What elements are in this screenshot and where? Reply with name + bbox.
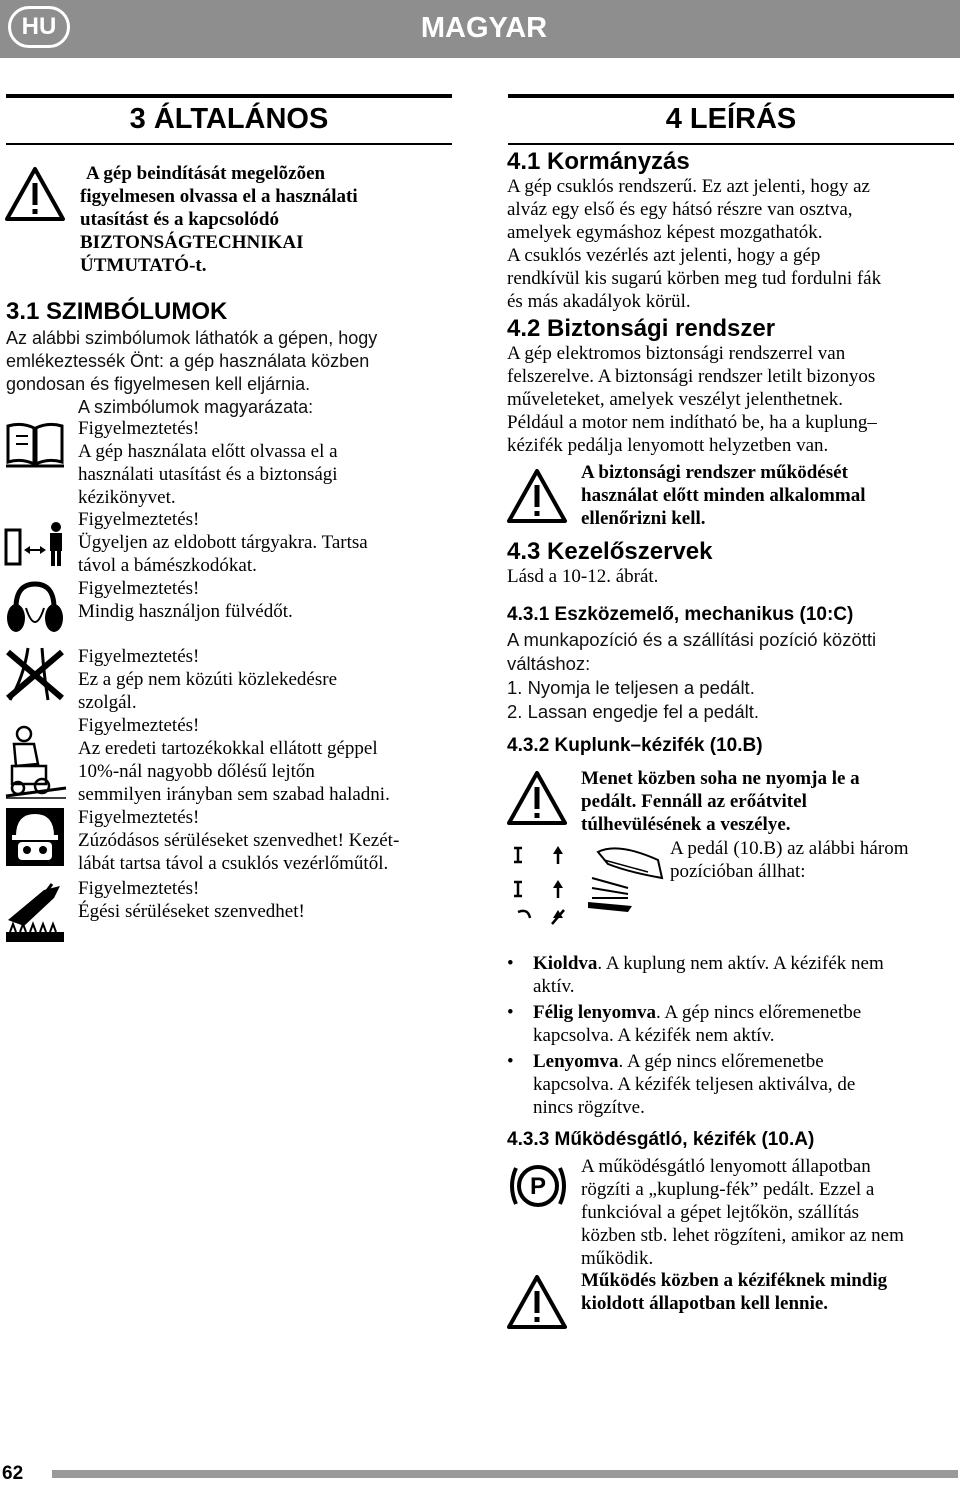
parking-brake-text: A működésgátló lenyomott állapotban rögzíti a „kuplung-fék” pedált. Ezzel a funkcióval a gépet lejtőkön, szállítás közben stb. lehet rögzíteni, amikor az nem működik. [581,1156,904,1269]
steering-text: A gép csuklós rendszerű. Ez azt jelenti, hogy az alváz egy első és egy hátsó részre van osztva, amelyek egymáshoz képest mozgathatók. A csuklós vezérlés azt jelenti, hogy a gép rendkívül kis sugarú körben meg tud fordulni fák és más akadályok körül. [507,176,882,312]
safety-warning-text: A biztonsági rendszer működését használat előtt minden alkalommal ellenőrizni kell. [581,462,866,529]
symbol-text-road: Figyelmeztetés! Ez a gép nem közúti közlekedésre szolgál. [78,646,338,713]
warning-triangle-icon [506,770,568,826]
section-rule-bottom-right [508,143,954,145]
pedal-positions-diagram [508,838,668,935]
list-item: • Félig lenyomva. A gép nincs előremenetbe kapcsolva. A kézifék nem aktív. [507,1001,959,1047]
subsection-title-4-2: 4.2 Biztonsági rendszer [507,315,776,342]
section-rule-bottom [6,143,452,145]
section-title-4: 4 LEÍRÁS [665,103,797,135]
subsection-title-3-1: 3.1 SZIMBÓLUMOK [6,298,228,325]
list-item: • Lenyomva. A gép nincs előremenetbe kapcsolva. A kézifék teljesen aktiválva, de nincs rögzítve. [507,1050,959,1119]
language-badge: HU [8,6,70,48]
book-icon [4,420,66,473]
language-title: MAGYAR [420,12,548,44]
section-title-3: 3 ÁLTALÁNOS [129,103,329,135]
section-rule-top [6,94,452,98]
symbol-text-bystander: Figyelmeztetés! Ügyeljen az eldobott tárgyakra. Tartsa távol a bámészkodókat. [78,509,368,576]
subsection-title-4-3-3: 4.3.3 Működésgátló, kézifék (10.A) [507,1129,815,1150]
slope-icon [4,722,68,805]
warning-triangle-icon [506,1274,568,1330]
footer-bar [52,1470,958,1478]
symbol-text-book: Figyelmeztetés! A gép használata előtt olvassa el a használati utasítást és a biztonsági kézikönyvet. [78,418,338,508]
section-rule-top-right [508,94,954,98]
symbol-text-slope: Figyelmeztetés! Az eredeti tartozékokkal ellátott géppel 10%-nál nagyobb dőlésű lejtőn semmilyen irányban sem szabad haladni. [78,715,390,805]
pedal-positions-list [507,952,959,1122]
pedal-positions-text: A pedál (10.B) az alábbi három pozícióban állhat: [670,838,909,882]
list-item: • Kioldva. A kuplung nem aktív. A kézifék nem aktív. [507,952,959,998]
parking-brake-icon [506,1156,570,1221]
warning-triangle-icon [4,166,66,222]
crush-icon [4,806,66,873]
safety-system-text: A gép elektromos biztonsági rendszerrel van felszerelve. A biztonsági rendszer letilt bizonyos műveleteket, amelyek veszélyt jelenthetnek. Például a motor nem indítható be, ha a kuplung– kézifék pedálja lenyomott helyzetben van. [507,343,877,456]
svg-text:P: P [529,1173,547,1200]
subsection-title-4-3: 4.3 Kezelőszervek [507,538,713,565]
ear-protection-icon [4,578,66,647]
symbols-intro: Az alábbi szimbólumok láthatók a gépen, hogy emlékeztessék Önt: a gép használata közben gondosan és figyelmesen kell eljárnia. A szimbólumok magyarázata: [6,328,378,417]
controls-text: Lásd a 10-12. ábrát. [507,566,659,587]
burn-icon [4,880,66,951]
warning-triangle-icon [506,468,568,524]
implement-lift-text: A munkapozíció és a szállítási pozíció közötti váltáshoz: 1. Nyomja le teljesen a pedált. 2. Lassan engedje fel a pedált. [507,629,877,722]
intro-warning-text: A gép beindítását megelõzõen figyelmesen olvassa el a használati utasítást és a kapcsolódó BIZTONSÁGTECHNIKAI ÚTMUTATÓ-t. [80,163,358,276]
subsection-title-4-3-2: 4.3.2 Kuplunk–kézifék (10.B) [507,735,763,756]
subsection-title-4-3-1: 4.3.1 Eszközemelő, mechanikus (10:C) [507,604,854,625]
page-number: 62 [2,1463,24,1484]
no-road-icon [4,646,66,707]
symbol-text-burn: Figyelmeztetés! Égési sérüléseket szenvedhet! [78,878,305,922]
subsection-title-4-1: 4.1 Kormányzás [507,148,690,175]
parking-brake-warning-text: Működés közben a kéziféknek mindig kioldott állapotban kell lennie. [581,1270,888,1314]
clutch-warning-text: Menet közben soha ne nyomja le a pedált. Fennáll az erőátvitel túlhevülésének a veszélye. [581,768,860,835]
bystander-distance-icon [4,520,70,573]
symbol-text-crush: Figyelmeztetés! Zúzódásos sérüléseket szenvedhet! Kezét- lábát tartsa távol a csuklós vezérlőműtől. [78,807,400,874]
symbol-text-ear: Figyelmeztetés! Mindig használjon fülvédőt. [78,578,293,622]
